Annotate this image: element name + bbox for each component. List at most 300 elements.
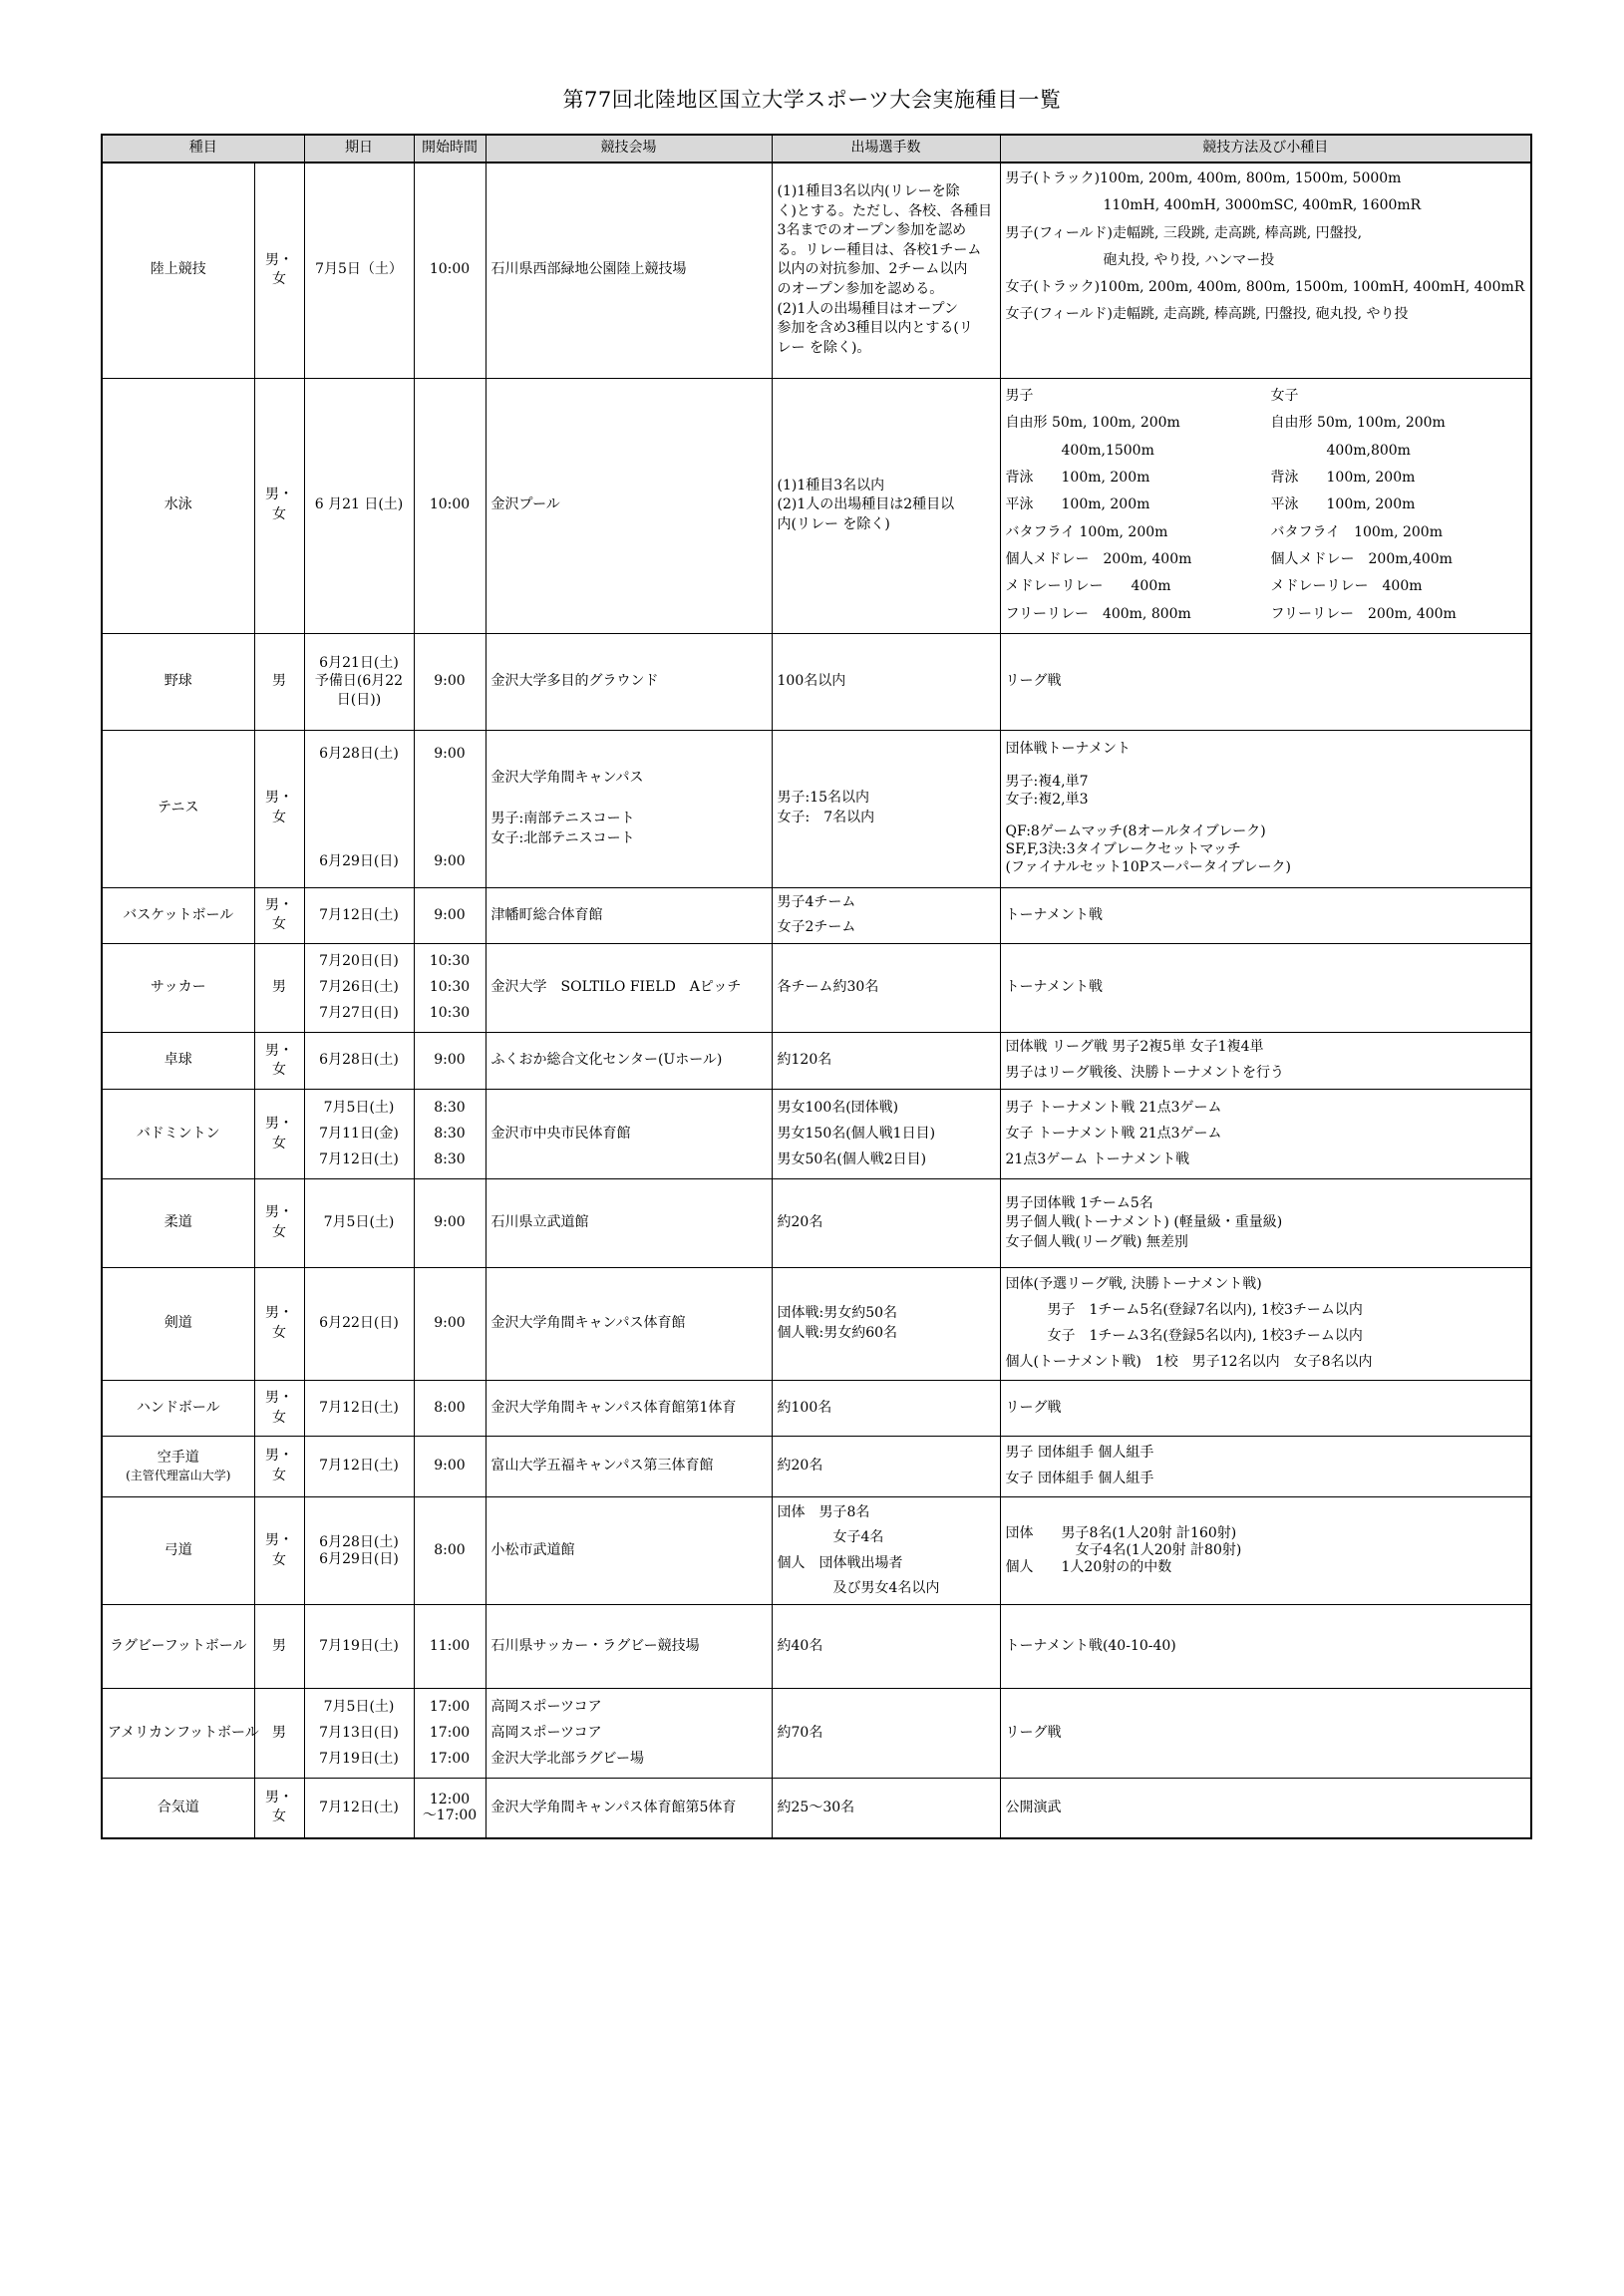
time-text: 8:30 bbox=[434, 1150, 466, 1167]
sport-cell bbox=[102, 633, 254, 730]
time-text: 9:00 bbox=[434, 853, 466, 870]
table-row bbox=[102, 1268, 1531, 1381]
date-text: 7月12日(土) bbox=[319, 906, 399, 923]
time-text: 9:00 bbox=[434, 1052, 466, 1069]
entries-cell bbox=[772, 1268, 1000, 1381]
table-row bbox=[102, 1689, 1531, 1779]
method-text: SF,F,3決:3タイブレークセットマッチ bbox=[1005, 841, 1241, 858]
time-text: 8:00 bbox=[434, 1541, 466, 1558]
time-text: 10:00 bbox=[429, 261, 471, 278]
date-cell bbox=[304, 1381, 414, 1437]
table-row bbox=[102, 1090, 1531, 1179]
time-cell bbox=[414, 633, 486, 730]
entries-text: 男女150名(個人戦1日目) bbox=[777, 1125, 936, 1142]
time-cell bbox=[414, 1689, 486, 1779]
time-text: 8:30 bbox=[434, 1099, 466, 1116]
swim-women-text: バタフライ 100m, 200m bbox=[1270, 523, 1443, 540]
date-cell bbox=[304, 378, 414, 633]
date-text: 7月5日(土) bbox=[323, 1698, 395, 1715]
method-cell bbox=[1000, 1497, 1531, 1605]
entries-text: (1)1種目3名以内 bbox=[777, 477, 885, 493]
method-cell bbox=[1000, 1033, 1531, 1090]
sport-cell bbox=[102, 1437, 254, 1497]
method-text: 男子個人戦(トーナメント) (軽量級・重量級) bbox=[1005, 1214, 1283, 1231]
time-text: 11:00 bbox=[429, 1637, 471, 1654]
date-text: 7月27日(日) bbox=[319, 1005, 399, 1022]
method-text: 女子4名(1人20射 計80射) bbox=[1005, 1542, 1242, 1559]
swim-row bbox=[1006, 546, 1526, 573]
entries-cell bbox=[772, 887, 1000, 944]
venue-cell bbox=[486, 887, 772, 944]
sport-cell bbox=[102, 1779, 254, 1838]
time-cell bbox=[414, 1090, 486, 1179]
method-text: トーナメント戦(40-10-40) bbox=[1005, 1637, 1176, 1654]
sport-name: バスケットボール bbox=[123, 906, 234, 923]
table-header bbox=[102, 135, 1531, 163]
method-text bbox=[1006, 809, 1526, 822]
table-row bbox=[102, 1437, 1531, 1497]
table-row bbox=[102, 1497, 1531, 1605]
sport-name: アメリカンフットボール bbox=[108, 1724, 259, 1741]
time-cell bbox=[414, 1381, 486, 1437]
entries-text: レー を除く)。 bbox=[777, 339, 871, 356]
time-text: ～17:00 bbox=[422, 1807, 478, 1824]
header-date: 期日 bbox=[304, 135, 414, 163]
venue-text: 石川県サッカー・ラグビー競技場 bbox=[490, 1637, 700, 1654]
sport-name: サッカー bbox=[150, 979, 206, 996]
swim-row bbox=[1006, 465, 1526, 492]
venue-cell bbox=[486, 633, 772, 730]
time-text: 10:00 bbox=[429, 496, 471, 513]
entries-text: (2)1人の出場種目は2種目以 bbox=[777, 496, 955, 513]
date-text: 7月5日(土) bbox=[323, 1214, 395, 1231]
method-text: 女子(トラック)100m, 200m, 400m, 800m, 1500m, 100mH, 400mH, 400mR bbox=[1005, 279, 1525, 296]
date-cell bbox=[304, 1179, 414, 1268]
gender-cell: 男 bbox=[254, 944, 304, 1033]
entries-cell bbox=[772, 633, 1000, 730]
header-venue: 競技会場 bbox=[486, 135, 772, 163]
header-method: 競技方法及び小種目 bbox=[1000, 135, 1531, 163]
entries-cell bbox=[772, 1179, 1000, 1268]
method-cell bbox=[1000, 1268, 1531, 1381]
entries-text: 約20名 bbox=[777, 1214, 823, 1231]
entries-text: 約20名 bbox=[777, 1458, 823, 1475]
method-cell bbox=[1000, 1090, 1531, 1179]
venue-cell bbox=[486, 163, 772, 378]
sport-cell bbox=[102, 1497, 254, 1605]
time-text: 12:00 bbox=[429, 1791, 471, 1807]
entries-text: 女子: 7名以内 bbox=[777, 810, 875, 825]
date-cell bbox=[304, 1497, 414, 1605]
method-text: QF:8ゲームマッチ(8オールタイブレーク) bbox=[1005, 823, 1266, 839]
gender-cell: 男・女 bbox=[254, 163, 304, 378]
swim-row bbox=[1006, 573, 1526, 600]
entries-text: 及び男女4名以内 bbox=[777, 1579, 940, 1596]
date-text: 6月21日(土) bbox=[319, 655, 399, 672]
venue-text: 高岡スポーツコア bbox=[490, 1724, 602, 1741]
swim-men-text: メドレーリレー 400m bbox=[1005, 578, 1171, 595]
method-cell bbox=[1000, 1381, 1531, 1437]
gender-cell: 男・女 bbox=[254, 1779, 304, 1838]
swim-men-text: 400m,1500m bbox=[1005, 442, 1154, 459]
swim-men-text: バタフライ 100m, 200m bbox=[1005, 523, 1168, 540]
entries-text: く)とする。ただし、各校、各種目 bbox=[777, 202, 992, 219]
date-text: 7月20日(日) bbox=[319, 953, 399, 970]
date-cell bbox=[304, 1033, 414, 1090]
time-cell bbox=[414, 887, 486, 944]
method-text: 個人(トーナメント戦) 1校 男子12名以内 女子8名以内 bbox=[1005, 1353, 1373, 1370]
method-text: 団体 男子8名(1人20射 計160射) bbox=[1005, 1525, 1237, 1542]
swim-row bbox=[1006, 601, 1526, 628]
date-text: 7月13日(日) bbox=[319, 1724, 399, 1741]
date-text: 7月19日(土) bbox=[319, 1637, 399, 1654]
method-cell bbox=[1000, 1605, 1531, 1689]
gender-cell: 男・女 bbox=[254, 1090, 304, 1179]
method-text: 男子 1チーム5名(登録7名以内), 1校3チーム以内 bbox=[1005, 1302, 1363, 1319]
swim-row bbox=[1006, 383, 1526, 410]
venue-cell bbox=[486, 944, 772, 1033]
time-cell bbox=[414, 1179, 486, 1268]
entries-text: 約25～30名 bbox=[777, 1799, 855, 1815]
method-text: 団体戦 リーグ戦 男子2複5単 女子1複4単 bbox=[1005, 1039, 1264, 1056]
entries-text: 内(リレー を除く) bbox=[777, 515, 890, 532]
time-cell bbox=[414, 1437, 486, 1497]
date-text: 6月22日(日) bbox=[319, 1315, 399, 1332]
method-text: リーグ戦 bbox=[1005, 1399, 1062, 1416]
date-text: 7月12日(土) bbox=[319, 1799, 399, 1815]
gender-cell: 男・女 bbox=[254, 1268, 304, 1381]
header-start-time: 開始時間 bbox=[414, 135, 486, 163]
venue-text bbox=[491, 788, 767, 810]
venue-text: 富山大学五福キャンパス第三体育館 bbox=[490, 1458, 714, 1475]
sport-cell bbox=[102, 730, 254, 887]
table-row bbox=[102, 378, 1531, 633]
method-text: トーナメント戦 bbox=[1005, 979, 1103, 996]
date-text: 7月26日(土) bbox=[319, 979, 399, 996]
table-row bbox=[102, 1779, 1531, 1838]
venue-text: 高岡スポーツコア bbox=[490, 1698, 602, 1715]
time-text: 17:00 bbox=[429, 1750, 471, 1767]
date-text: 7月12日(土) bbox=[319, 1399, 399, 1416]
date-text: 6月28日(土) bbox=[319, 1052, 399, 1069]
sport-name: 空手道 bbox=[157, 1449, 199, 1466]
time-cell bbox=[414, 1779, 486, 1838]
table-row bbox=[102, 633, 1531, 730]
gender-cell: 男 bbox=[254, 1605, 304, 1689]
date-cell bbox=[304, 1437, 414, 1497]
venue-text: 金沢大学角間キャンパス体育館第5体育 bbox=[490, 1799, 737, 1815]
swim-women-text: メドレーリレー 400m bbox=[1270, 578, 1423, 595]
swim-row bbox=[1006, 438, 1526, 465]
date-text: 6月28日(土) bbox=[319, 746, 399, 762]
time-cell bbox=[414, 163, 486, 378]
method-text: 男子(フィールド)走幅跳, 三段跳, 走高跳, 棒高跳, 円盤投, bbox=[1005, 224, 1363, 241]
entries-text: 3名までのオープン参加を認め bbox=[777, 222, 967, 239]
table-row bbox=[102, 1033, 1531, 1090]
entries-cell bbox=[772, 1689, 1000, 1779]
method-text: 個人 1人20射の的中数 bbox=[1005, 1558, 1172, 1575]
venue-cell bbox=[486, 1033, 772, 1090]
venue-cell bbox=[486, 378, 772, 633]
gender-cell: 男 bbox=[254, 1689, 304, 1779]
swim-row bbox=[1006, 519, 1526, 546]
date-text: 7月5日(土) bbox=[323, 1099, 395, 1116]
entries-text: のオープン参加を認める。 bbox=[777, 281, 944, 298]
method-text: 女子(フィールド)走幅跳, 走高跳, 棒高跳, 円盤投, 砲丸投, やり投 bbox=[1005, 306, 1409, 323]
entries-text: 各チーム約30名 bbox=[777, 979, 879, 996]
venue-text: 石川県立武道館 bbox=[490, 1214, 589, 1231]
swim-men-text: 平泳 100m, 200m bbox=[1005, 496, 1150, 513]
venue-text: 津幡町総合体育館 bbox=[490, 906, 603, 923]
sport-cell bbox=[102, 1179, 254, 1268]
time-cell bbox=[414, 730, 486, 887]
entries-text: 個人戦:男女約60名 bbox=[777, 1325, 898, 1342]
time-text: 8:00 bbox=[434, 1399, 466, 1416]
sport-cell bbox=[102, 1033, 254, 1090]
time-text: 17:00 bbox=[429, 1724, 471, 1741]
method-text: 団体(予選リーグ戦, 決勝トーナメント戦) bbox=[1005, 1276, 1262, 1293]
method-text: 110mH, 400mH, 3000mSC, 400mR, 1600mR bbox=[1005, 197, 1422, 214]
method-text: 女子 1チーム3名(登録5名以内), 1校3チーム以内 bbox=[1005, 1328, 1363, 1345]
entries-cell bbox=[772, 1437, 1000, 1497]
method-text: 男子団体戦 1チーム5名 bbox=[1005, 1194, 1153, 1211]
swim-men-text: 男子 bbox=[1005, 388, 1034, 405]
entries-cell bbox=[772, 1033, 1000, 1090]
venue-cell bbox=[486, 1437, 772, 1497]
entries-text: 参加を含め3種目以内とする(リ bbox=[777, 320, 973, 337]
venue-cell bbox=[486, 1497, 772, 1605]
sport-cell bbox=[102, 944, 254, 1033]
gender-cell: 男・女 bbox=[254, 887, 304, 944]
time-text: 17:00 bbox=[429, 1698, 471, 1715]
sport-cell bbox=[102, 1268, 254, 1381]
method-text: リーグ戦 bbox=[1005, 1724, 1062, 1741]
swim-women-text: 400m,800m bbox=[1270, 442, 1411, 459]
method-text: 女子 団体組手 個人組手 bbox=[1005, 1471, 1154, 1487]
swim-men-text: 個人メドレー 200m, 400m bbox=[1005, 550, 1192, 567]
entries-text: 女子2チーム bbox=[777, 919, 856, 936]
method-cell bbox=[1000, 633, 1531, 730]
sport-name: 合気道 bbox=[157, 1799, 199, 1815]
date-text: 6 月21 日(土) bbox=[314, 496, 404, 513]
entries-text: 男子4チーム bbox=[777, 893, 856, 910]
venue-text: 金沢大学 SOLTILO FIELD Aピッチ bbox=[490, 979, 742, 996]
time-cell bbox=[414, 378, 486, 633]
venue-text: 金沢大学角間キャンパス bbox=[490, 769, 644, 786]
method-text: 公開演武 bbox=[1005, 1799, 1062, 1815]
method-text: トーナメント戦 bbox=[1005, 906, 1103, 923]
entries-text: 男子:15名以内 bbox=[777, 790, 870, 807]
date-cell bbox=[304, 1689, 414, 1779]
venue-text: 金沢市中央市民体育館 bbox=[490, 1125, 631, 1142]
swim-women-text: 女子 bbox=[1270, 388, 1299, 405]
time-text: 8:30 bbox=[434, 1125, 466, 1142]
entries-text: (1)1種目3名以内(リレーを除 bbox=[777, 183, 960, 200]
sport-name: テニス bbox=[158, 800, 199, 817]
venue-text: 石川県西部緑地公園陸上競技場 bbox=[490, 261, 687, 278]
date-text: 7月12日(土) bbox=[319, 1150, 399, 1167]
gender-cell: 男・女 bbox=[254, 1437, 304, 1497]
date-text: 6月29日(日) bbox=[319, 853, 399, 870]
entries-cell bbox=[772, 1381, 1000, 1437]
sport-cell bbox=[102, 1605, 254, 1689]
venue-cell bbox=[486, 1090, 772, 1179]
time-text: 9:00 bbox=[434, 1214, 466, 1231]
swim-women-text: 背泳 100m, 200m bbox=[1270, 470, 1416, 487]
page-title: 第77回北陸地区国立大学スポーツ大会実施種目一覧 bbox=[562, 88, 1062, 112]
venue-text: 金沢大学角間キャンパス体育館 bbox=[490, 1315, 686, 1332]
entries-cell bbox=[772, 1090, 1000, 1179]
time-text: 10:30 bbox=[429, 1005, 471, 1022]
sport-name: 柔道 bbox=[163, 1214, 192, 1231]
method-text: 団体戦トーナメント bbox=[1005, 741, 1131, 758]
time-cell bbox=[414, 944, 486, 1033]
sport-name: 剣道 bbox=[163, 1315, 192, 1332]
gender-cell: 男・女 bbox=[254, 1497, 304, 1605]
method-text: (ファイナルセット10Pスーパータイブレーク) bbox=[1005, 859, 1292, 876]
venue-text: ふくおか総合文化センター(Uホール) bbox=[490, 1052, 723, 1069]
method-cell bbox=[1000, 887, 1531, 944]
date-cell bbox=[304, 887, 414, 944]
swim-men-text: 自由形 50m, 100m, 200m bbox=[1005, 415, 1180, 432]
date-text: 7月12日(土) bbox=[319, 1458, 399, 1475]
table-row bbox=[102, 887, 1531, 944]
entries-cell bbox=[772, 1497, 1000, 1605]
entries-text: 男女50名(個人戦2日目) bbox=[777, 1150, 927, 1167]
venue-cell bbox=[486, 1779, 772, 1838]
gender-cell: 男・女 bbox=[254, 1179, 304, 1268]
method-text: 女子:複2,単3 bbox=[1005, 791, 1089, 808]
entries-text: 約70名 bbox=[777, 1724, 823, 1741]
sport-name: 卓球 bbox=[163, 1052, 192, 1069]
entries-text: 約120名 bbox=[777, 1052, 832, 1069]
method-cell bbox=[1000, 944, 1531, 1033]
swim-women-text: フリーリレー 200m, 400m bbox=[1270, 605, 1457, 622]
date-text: 7月5日（土） bbox=[315, 261, 403, 278]
venue-cell bbox=[486, 1268, 772, 1381]
date-text: 7月11日(金) bbox=[319, 1125, 399, 1142]
venue-text: 金沢プール bbox=[490, 496, 560, 513]
method-cell bbox=[1000, 1689, 1531, 1779]
entries-text: 男女100名(団体戦) bbox=[777, 1099, 899, 1116]
gender-cell: 男・女 bbox=[254, 1381, 304, 1437]
method-text: 男子はリーグ戦後、決勝トーナメントを行う bbox=[1005, 1065, 1284, 1082]
method-cell bbox=[1000, 1179, 1531, 1268]
method-text: 女子 トーナメント戦 21点3ゲーム bbox=[1005, 1125, 1222, 1142]
sport-cell bbox=[102, 378, 254, 633]
venue-text: 金沢大学角間キャンパス体育館第1体育 bbox=[490, 1399, 737, 1416]
sport-cell bbox=[102, 1381, 254, 1437]
date-cell bbox=[304, 1090, 414, 1179]
sport-cell bbox=[102, 163, 254, 378]
time-text: 9:00 bbox=[434, 746, 466, 762]
venue-cell bbox=[486, 1605, 772, 1689]
time-text: 9:00 bbox=[434, 906, 466, 923]
entries-text: 女子4名 bbox=[777, 1529, 884, 1546]
venue-cell bbox=[486, 1689, 772, 1779]
entries-text: 約100名 bbox=[777, 1399, 832, 1416]
swim-row bbox=[1006, 410, 1526, 437]
date-cell bbox=[304, 1268, 414, 1381]
swim-women-text: 平泳 100m, 200m bbox=[1270, 496, 1416, 513]
method-cell bbox=[1000, 730, 1531, 887]
method-cell bbox=[1000, 1779, 1531, 1838]
table-row bbox=[102, 944, 1531, 1033]
time-cell bbox=[414, 1033, 486, 1090]
date-text: 6月29日(日) bbox=[319, 1550, 399, 1567]
venue-cell bbox=[486, 730, 772, 887]
time-cell bbox=[414, 1268, 486, 1381]
venue-text: 金沢大学北部ラグビー場 bbox=[490, 1750, 644, 1767]
table-row bbox=[102, 1179, 1531, 1268]
entries-cell bbox=[772, 378, 1000, 633]
swim-women-text: 個人メドレー 200m,400m bbox=[1270, 550, 1453, 567]
table-row bbox=[102, 1381, 1531, 1437]
gender-cell: 男・女 bbox=[254, 378, 304, 633]
sport-name: 弓道 bbox=[163, 1541, 192, 1558]
method-text: リーグ戦 bbox=[1005, 672, 1062, 689]
time-cell bbox=[414, 1605, 486, 1689]
entries-cell bbox=[772, 944, 1000, 1033]
date-cell bbox=[304, 1605, 414, 1689]
gender-cell: 男 bbox=[254, 633, 304, 730]
table-row bbox=[102, 1605, 1531, 1689]
sport-cell bbox=[102, 887, 254, 944]
entries-cell bbox=[772, 1779, 1000, 1838]
method-text: 砲丸投, やり投, ハンマー投 bbox=[1005, 251, 1275, 268]
date-text: 予備日(6月22 bbox=[314, 673, 404, 690]
method-cell bbox=[1000, 378, 1531, 633]
method-text: 21点3ゲーム トーナメント戦 bbox=[1005, 1150, 1190, 1167]
venue-text: 女子:北部テニスコート bbox=[490, 829, 635, 846]
table-row bbox=[102, 730, 1531, 887]
sport-name: ハンドボール bbox=[136, 1399, 220, 1416]
entries-cell bbox=[772, 730, 1000, 887]
sport-cell bbox=[102, 1090, 254, 1179]
sport-name: バドミントン bbox=[136, 1125, 220, 1142]
date-cell bbox=[304, 944, 414, 1033]
time-text: 9:00 bbox=[434, 1458, 466, 1475]
gender-cell: 男・女 bbox=[254, 1033, 304, 1090]
time-text: 9:00 bbox=[434, 1315, 466, 1332]
gender-cell: 男・女 bbox=[254, 730, 304, 887]
date-text: 日(日)) bbox=[336, 691, 382, 708]
table-row bbox=[102, 163, 1531, 378]
date-cell bbox=[304, 1779, 414, 1838]
schedule-table bbox=[101, 134, 1532, 1839]
entries-text: (2)1人の出場種目はオープン bbox=[777, 300, 958, 317]
entries-text: 団体戦:男女約50名 bbox=[777, 1305, 898, 1322]
venue-text: 金沢大学多目的グラウンド bbox=[490, 672, 659, 689]
entries-cell bbox=[772, 163, 1000, 378]
entries-text: 個人 団体戦出場者 bbox=[777, 1554, 903, 1571]
sport-name: ラグビーフットボール bbox=[110, 1637, 247, 1654]
header-entries: 出場選手数 bbox=[772, 135, 1000, 163]
method-cell bbox=[1000, 163, 1531, 378]
method-text bbox=[1006, 759, 1526, 773]
sport-cell bbox=[102, 1689, 259, 1779]
time-text: 10:30 bbox=[429, 953, 471, 970]
venue-cell bbox=[486, 1381, 772, 1437]
method-text: 女子個人戦(リーグ戦) 無差別 bbox=[1005, 1233, 1188, 1250]
venue-cell bbox=[486, 1179, 772, 1268]
entries-text: 約40名 bbox=[777, 1637, 823, 1654]
method-text: 男子(トラック)100m, 200m, 400m, 800m, 1500m, 5000m bbox=[1005, 170, 1402, 186]
time-cell bbox=[414, 1497, 486, 1605]
date-cell bbox=[304, 730, 414, 887]
method-cell bbox=[1000, 1437, 1531, 1497]
header-sport: 種目 bbox=[102, 135, 304, 163]
